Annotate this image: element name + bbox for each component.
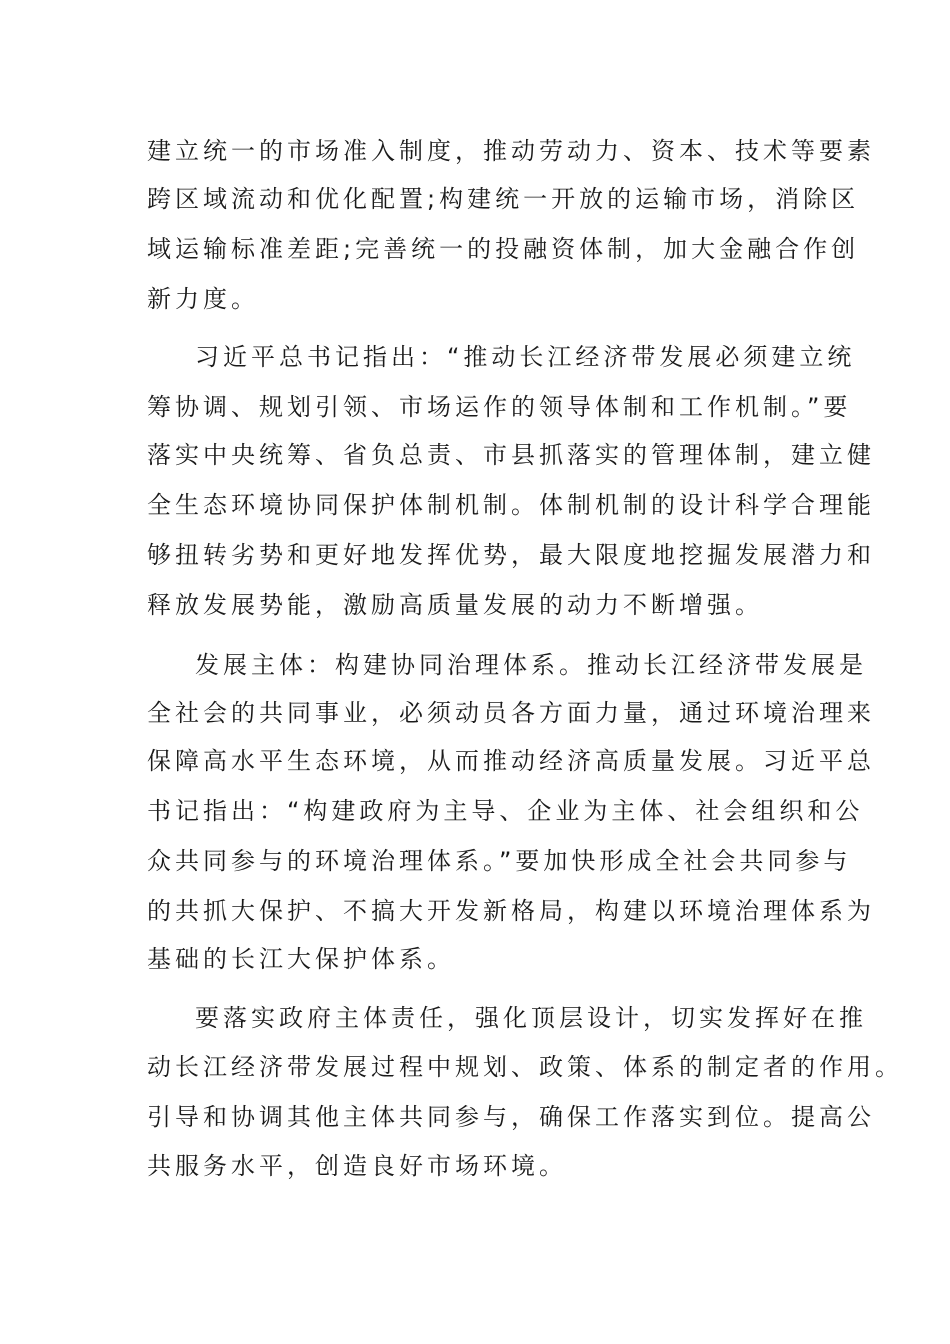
paragraph-3-line-2: 全社会的共同事业，必须动员各方面力量，通过环境治理来 (147, 699, 875, 727)
paragraph-1-line-2: 跨区域流动和优化配置;构建统一开放的运输市场，消除区 (147, 185, 860, 213)
paragraph-2-line-6: 释放发展势能，激励高质量发展的动力不断增强。 (147, 591, 763, 619)
paragraph-2-line-4: 全生态环境协同保护体制机制。体制机制的设计科学合理能 (147, 491, 875, 519)
paragraph-3-line-5: 众共同参与的环境治理体系。”要加快形成全社会共同参与 (147, 847, 852, 875)
paragraph-4-line-3: 引导和协调其他主体共同参与，确保工作落实到位。提高公 (147, 1103, 875, 1131)
paragraph-3-line-4: 书记指出：“构建政府为主导、企业为主体、社会组织和公 (147, 797, 864, 825)
paragraph-1-line-4: 新力度。 (147, 285, 259, 313)
paragraph-3-line-3: 保障高水平生态环境，从而推动经济高质量发展。习近平总 (147, 747, 875, 775)
paragraph-2-line-2: 筹协调、规划引领、市场运作的领导体制和工作机制。”要 (147, 393, 852, 421)
paragraph-3-line-6: 的共抓大保护、不搞大开发新格局，构建以环境治理体系为 (147, 897, 875, 925)
paragraph-1-line-3: 域运输标准差距;完善统一的投融资体制，加大金融合作创 (147, 235, 860, 263)
paragraph-3-line-1: 发展主体：构建协同治理体系。推动长江经济带发展是 (195, 651, 867, 679)
paragraph-1-line-1: 建立统一的市场准入制度，推动劳动力、资本、技术等要素 (147, 137, 875, 165)
paragraph-4-line-4: 共服务水平，创造良好市场环境。 (147, 1152, 567, 1180)
paragraph-2-line-1: 习近平总书记指出：“推动长江经济带发展必须建立统 (195, 343, 856, 371)
paragraph-3-line-7: 基础的长江大保护体系。 (147, 945, 455, 973)
paragraph-4-line-2: 动长江经济带发展过程中规划、政策、体系的制定者的作用。 (147, 1053, 903, 1081)
paragraph-4-line-1: 要落实政府主体责任，强化顶层设计，切实发挥好在推 (195, 1004, 867, 1032)
paragraph-2-line-3: 落实中央统筹、省负总责、市县抓落实的管理体制，建立健 (147, 441, 875, 469)
paragraph-2-line-5: 够扭转劣势和更好地发挥优势，最大限度地挖掘发展潜力和 (147, 541, 875, 569)
